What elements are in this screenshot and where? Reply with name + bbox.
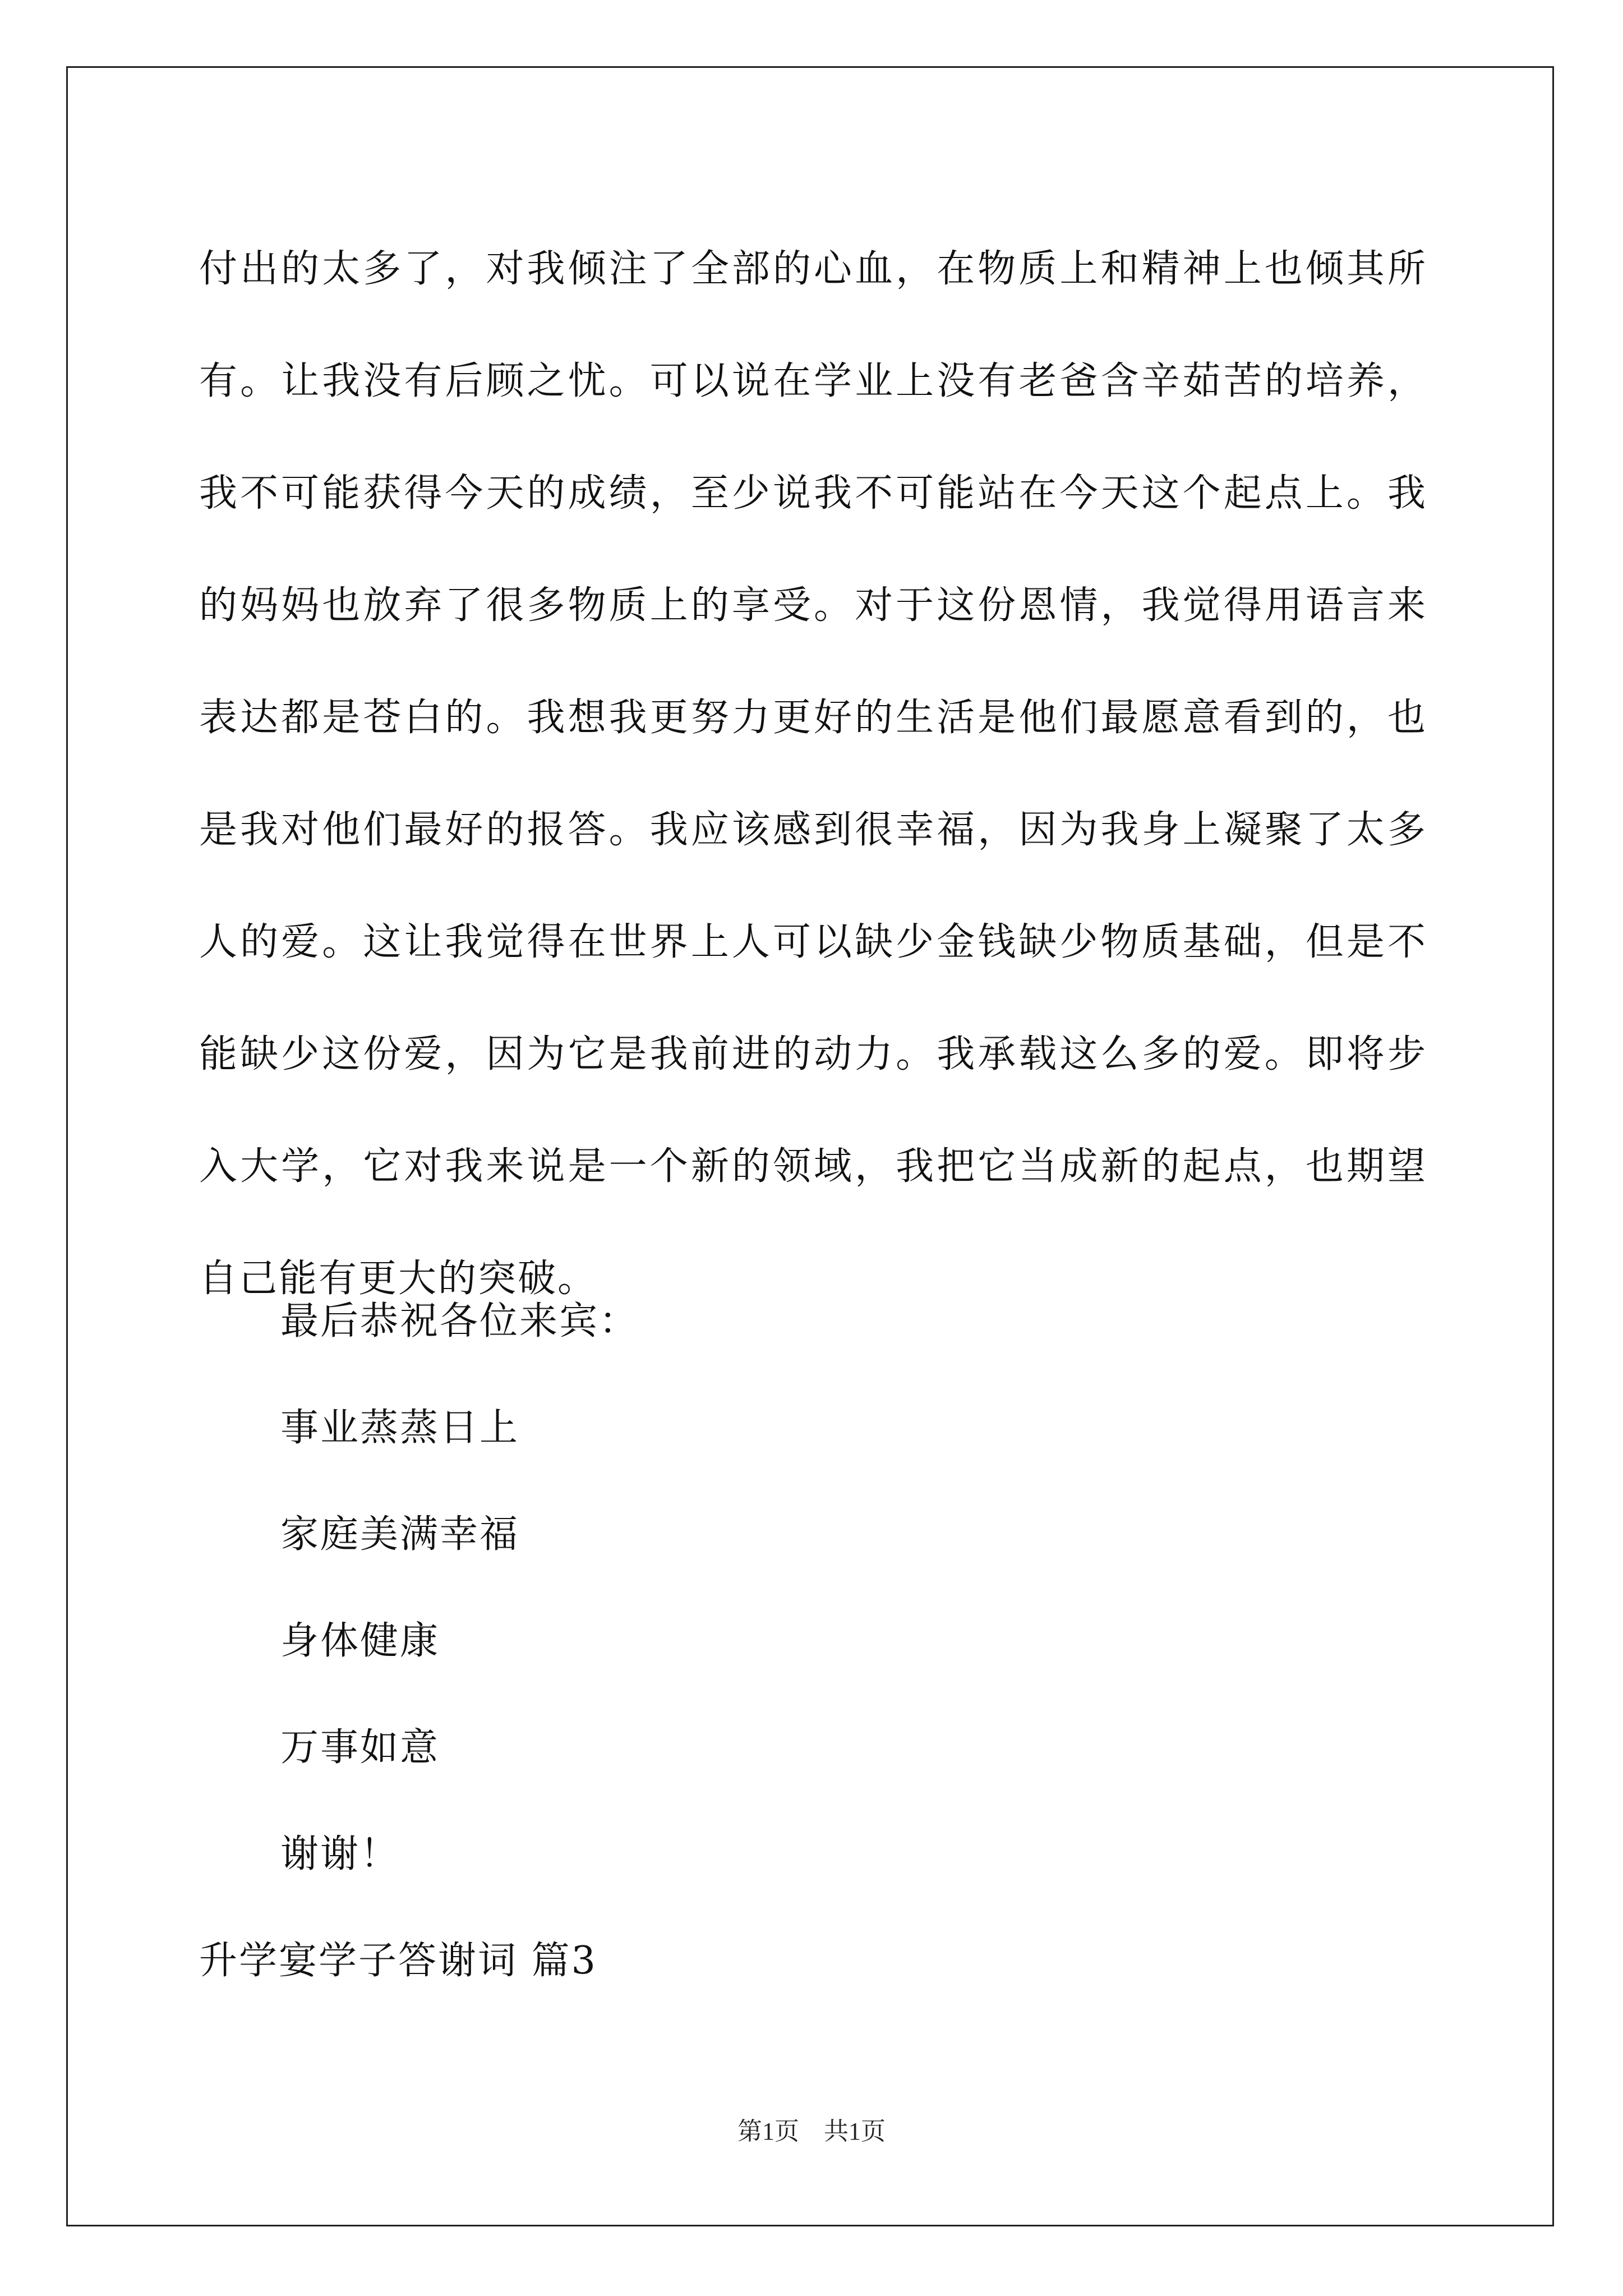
thanks-line: 谢谢！ bbox=[280, 1832, 400, 1876]
wish-item: 身体健康 bbox=[280, 1619, 440, 1663]
body-paragraph: 付出的太多了，对我倾注了全部的心血，在物质上和精神上也倾其所有。让我没有后顾之忧。可以说在学业上没有老爸含辛茹苦的培养，我不可能获得今天的成绩，至少说我不可能站在今天这个起点上。我的妈妈也放弃了很多物质上的享受。对于这份恩情，我觉得用语言来表达都是苍白的。我想我更努力更好的生活是他们最愿意看到的，也是我对他们最好的报答。我应该感到很幸福，因为我身上凝聚了太多人的爱。这让我觉得在世界上人可以缺少金钱缺少物质基础，但是不能缺少这份爱，因为它是我前进的动力。我承载这么多的爱。即将步入大学，它对我来说是一个新的领域，我把它当成新的起点，也期望自己能有更大的突破。 bbox=[199, 247, 1427, 1301]
page-number: 第1页 共1页 bbox=[737, 2118, 886, 2145]
section-heading: 升学宴学子答谢词 篇3 bbox=[199, 1939, 597, 1983]
wish-item: 万事如意 bbox=[280, 1726, 440, 1770]
wish-item: 家庭美满幸福 bbox=[280, 1512, 520, 1557]
closing-intro: 最后恭祝各位来宾： bbox=[280, 1299, 639, 1343]
wish-item: 事业蒸蒸日上 bbox=[280, 1406, 520, 1450]
